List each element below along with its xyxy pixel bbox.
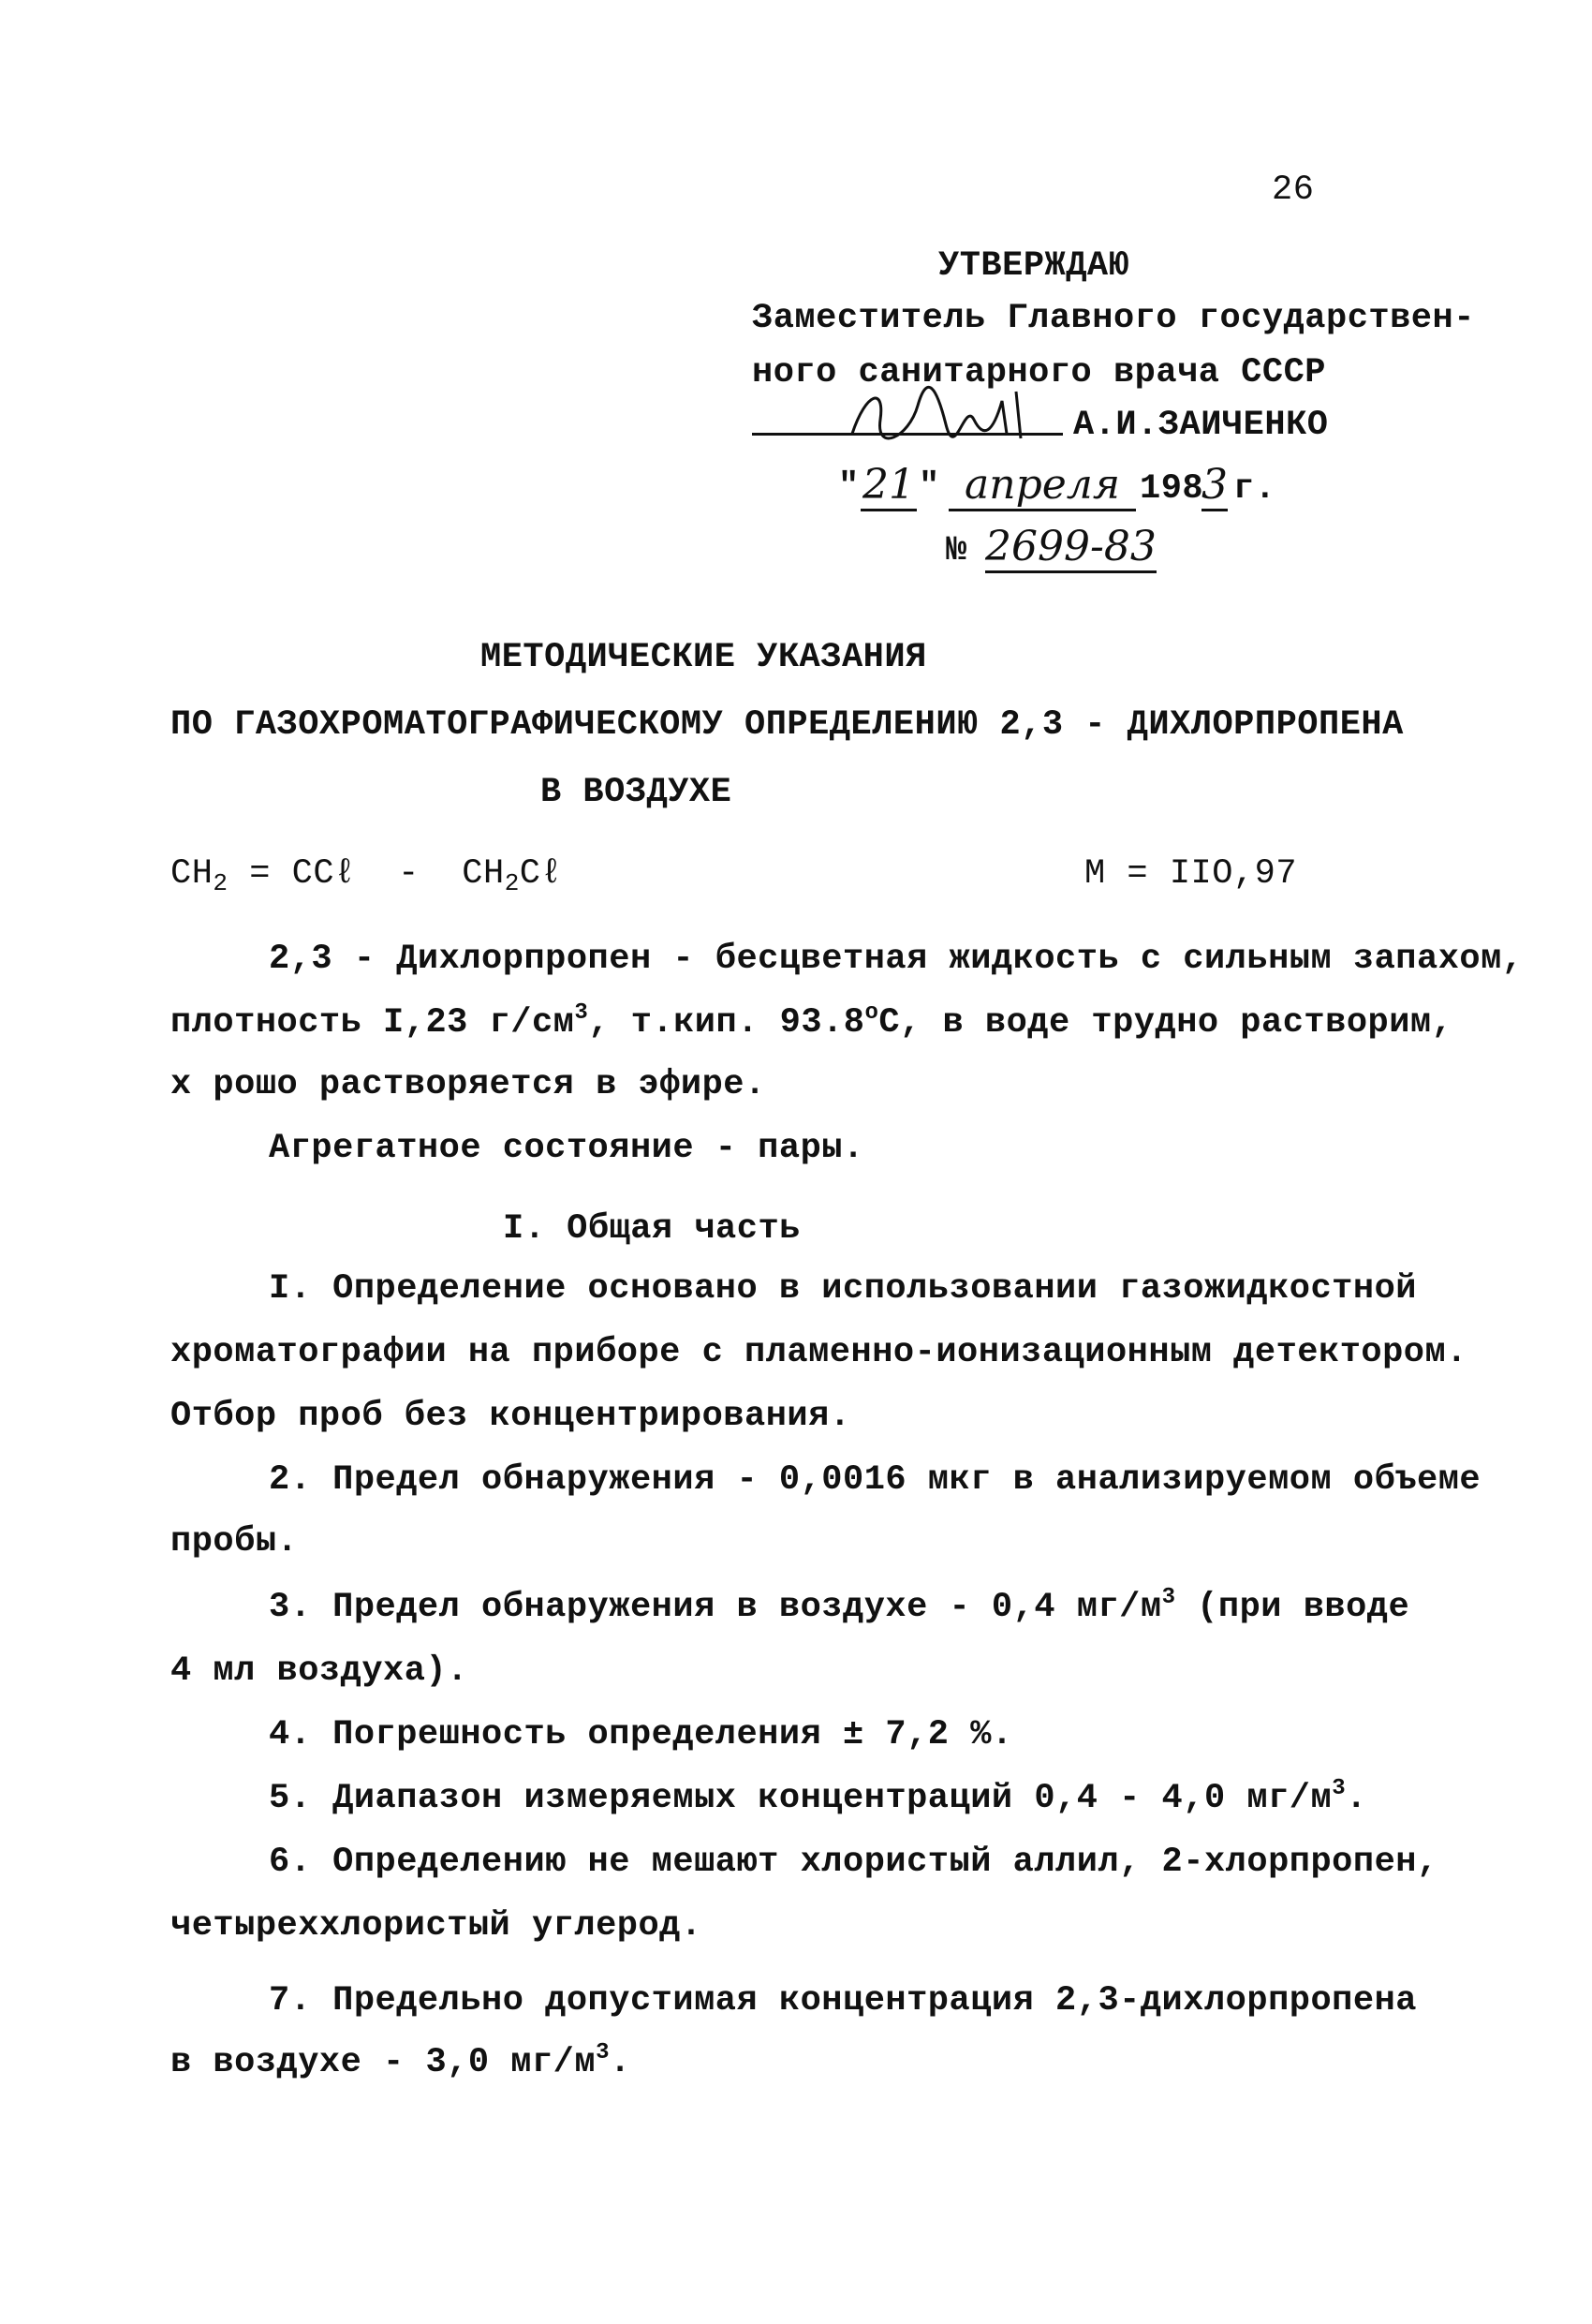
date-month: апреля bbox=[949, 461, 1136, 511]
item-7-line-2: в воздухе - 3,0 $мг/м^3$. bbox=[170, 2040, 631, 2082]
signature bbox=[843, 382, 1068, 448]
date-year-digit: 3 bbox=[1201, 461, 1228, 511]
date-day: 21 bbox=[861, 461, 917, 511]
item-2-line-2: пробы. bbox=[170, 1522, 299, 1562]
intro-p1-line-2: плотность I,23 $г/см^3$, т.кип. $93.8^оС$, в воде трудно растворим, bbox=[170, 1000, 1453, 1043]
item-1-line-2: хроматографии на приборе с пламенно-ионизационным детектором. bbox=[170, 1333, 1467, 1372]
date-year-prefix: 198 bbox=[1140, 469, 1204, 509]
item-4: 4. Погрешность определения ± 7,2 %. bbox=[269, 1715, 1013, 1754]
approval-number-value: 2699-83 bbox=[985, 523, 1157, 573]
number-prefix: № bbox=[946, 531, 967, 570]
document-page: 26 УТВЕРЖДАЮ Заместитель Главного государствен- ного санитарного врача СССР А.И.ЗАИЧЕНКО " 21 " апреля 198 3 г. № 2699-83 МЕТОДИЧЕСКИЕ УКАЗАНИЯ ПО ГАЗОХРОМАТОГРАФИЧЕСКОМУ ОПРЕДЕЛЕНИЮ 2,3 - ДИХЛОРПРОПЕНА В ВОЗДУХЕ $CH_2$ = CCℓ - $CH_2C\ell$ M = IIO,97 2,3 - Дихлорпропен - бесцветная жидкость с сильным запахом, плотность I,23 $г/см^3$, т.кип. $93.8^оС$, в воде трудно растворим, х рошо растворяется в эфире. Агрегатное состояние - пары. I. Общая часть I. Определение основано в использовании газожидкостной хроматографии на приборе с пламенно-ионизационным детектором. Отбор проб без концентрирования. 2. Предел обнаружения - 0,0016 мкг в анализируемом объеме пробы. 3. Предел обнаружения в воздухе - 0,4 $мг/м^3$ (при вводе 4 мл воздуха). 4. Погрешность определения ± 7,2 %. 5. Диапазон измеряемых концентраций 0,4 - 4,0 $мг/м^3$. 6. Определению не мешают хлористый аллил, 2-хлорпропен, четыреххлористый углерод. 7. Предельно допустимая концентрация 2,3-дихлорпропена в воздухе - 3,0 $мг/м^3$. bbox=[170, 170, 1524, 2082]
item-6-line-1: 6. Определению не мешают хлористый аллил, 2-хлорпропен, bbox=[269, 1843, 1438, 1882]
chemical-formula: $CH_2$ = CCℓ - $CH_2C\ell$ bbox=[170, 854, 563, 897]
intro-p1-line-1: 2,3 - Дихлорпропен - бесцветная жидкость с сильным запахом, bbox=[269, 940, 1524, 979]
intro-p2: Агрегатное состояние - пары. bbox=[269, 1129, 864, 1168]
page-number: 26 bbox=[1272, 170, 1315, 210]
date-year-suffix: г. bbox=[1233, 469, 1276, 509]
approval-heading: УТВЕРЖДАЮ bbox=[938, 246, 1130, 286]
item-1-line-3: Отбор проб без концентрирования. bbox=[170, 1397, 851, 1436]
item-7-line-1: 7. Предельно допустимая концентрация 2,3-дихлорпропена bbox=[269, 1981, 1417, 2021]
molar-mass: M = IIO,97 bbox=[1084, 854, 1298, 894]
doc-title-line-3: В ВОЗДУХЕ bbox=[540, 773, 732, 812]
item-5: 5. Диапазон измеряемых концентраций 0,4 - 4,0 $мг/м^3$. bbox=[269, 1776, 1367, 1818]
item-1-line-1: I. Определение основано в использовании газожидкостной bbox=[269, 1269, 1417, 1309]
intro-p1-line-3: х рошо растворяется в эфире. bbox=[170, 1065, 766, 1104]
signatory-name: А.И.ЗАИЧЕНКО bbox=[1073, 406, 1329, 445]
item-3-line-1: 3. Предел обнаружения в воздухе - 0,4 $мг/м^3$ (при вводе bbox=[269, 1585, 1410, 1627]
doc-title-line-1: МЕТОДИЧЕСКИЕ УКАЗАНИЯ bbox=[480, 638, 927, 677]
approval-line-2: ного санитарного врача СССР bbox=[752, 353, 1326, 392]
doc-title-line-2: ПО ГАЗОХРОМАТОГРАФИЧЕСКОМУ ОПРЕДЕЛЕНИЮ 2,3 - ДИХЛОРПРОПЕНА bbox=[170, 705, 1404, 745]
item-2-line-1: 2. Предел обнаружения - 0,0016 мкг в анализируемом объеме bbox=[269, 1460, 1481, 1500]
item-3-line-2: 4 мл воздуха). bbox=[170, 1651, 468, 1691]
item-6-line-2: четыреххлористый углерод. bbox=[170, 1906, 702, 1946]
section-1-heading: I. Общая часть bbox=[503, 1209, 801, 1249]
approval-line-1: Заместитель Главного государствен- bbox=[752, 299, 1475, 338]
